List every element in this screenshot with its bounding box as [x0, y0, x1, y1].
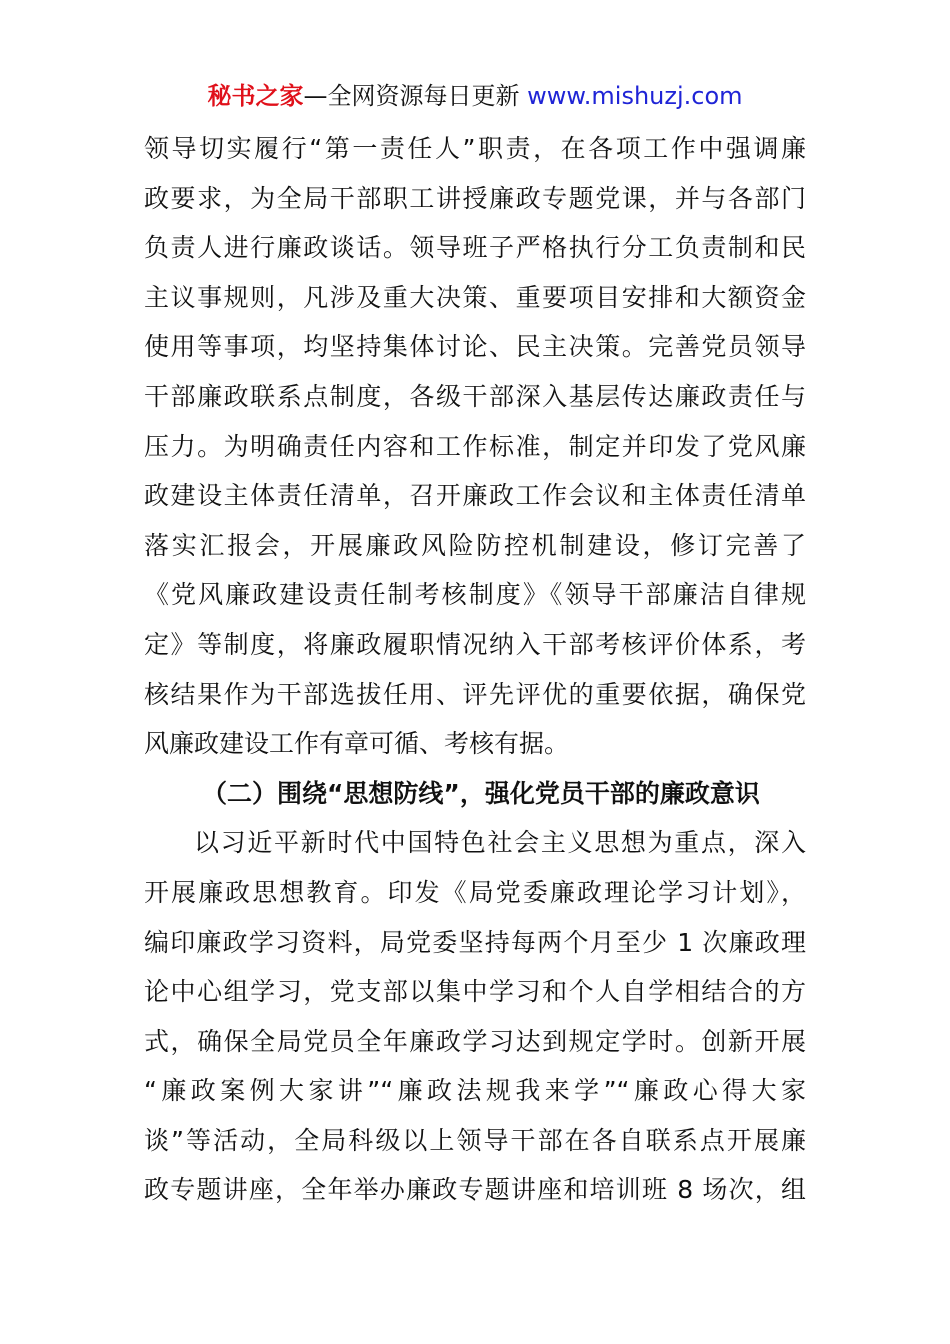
- header-tagline: —全网资源每日更新: [303, 82, 528, 110]
- paragraph-line: 政专题讲座，全年举办廉政专题讲座和培训班 8 场次，组: [144, 1175, 806, 1205]
- paragraph-line: 谈”等活动，全局科级以上领导干部在各自联系点开展廉: [144, 1125, 806, 1155]
- paragraph-line: 以习近平新时代中国特色社会主义思想为重点，深入: [194, 828, 806, 858]
- paragraph-line: 负责人进行廉政谈话。领导班子严格执行分工负责制和民: [144, 233, 806, 263]
- paragraph-line: 落实汇报会，开展廉政风险防控机制建设，修订完善了: [144, 530, 806, 560]
- site-url-link[interactable]: www.mishuzj.com: [527, 82, 743, 110]
- paragraph-line: 使用等事项，均坚持集体讨论、民主决策。完善党员领导: [144, 332, 806, 362]
- paragraph-line: 政要求，为全局干部职工讲授廉政专题党课，并与各部门: [144, 183, 806, 213]
- brand-name: 秘书之家: [207, 82, 304, 110]
- paragraph-line: 式，确保全局党员全年廉政学习达到规定学时。创新开展: [144, 1026, 806, 1056]
- paragraph-line: 压力。为明确责任内容和工作标准，制定并印发了党风廉: [144, 431, 806, 461]
- paragraph-line: 干部廉政联系点制度，各级干部深入基层传达廉政责任与: [144, 381, 806, 411]
- paragraph-line: 编印廉政学习资料，局党委坚持每两个月至少 1 次廉政理: [144, 927, 806, 957]
- paragraph-line: 开展廉政思想教育。印发《局党委廉政理论学习计划》，: [144, 877, 806, 907]
- paragraph-line: 政建设主体责任清单，召开廉政工作会议和主体责任清单: [144, 481, 806, 511]
- paragraph-line: 核结果作为干部选拔任用、评先评优的重要依据，确保党: [144, 679, 806, 709]
- paragraph-line: 论中心组学习，党支部以集中学习和个人自学相结合的方: [144, 977, 806, 1007]
- section-heading: （二）围绕“思想防线”，强化党员干部的廉政意识: [202, 778, 760, 808]
- document-body: [144, 124, 806, 1215]
- paragraph-line: 主议事规则，凡涉及重大决策、重要项目安排和大额资金: [144, 282, 806, 312]
- paragraph-line: 领导切实履行“第一责任人”职责，在各项工作中强调廉: [144, 134, 806, 163]
- paragraph-line: 《党风廉政建设责任制考核制度》《领导干部廉洁自律规: [144, 580, 806, 610]
- page-header: [0, 78, 950, 114]
- paragraph-line: 定》等制度，将廉政履职情况纳入干部考核评价体系，考: [144, 629, 806, 659]
- paragraph-line: “廉政案例大家讲”“廉政法规我来学”“廉政心得大家: [144, 1076, 806, 1106]
- paragraph-line: 风廉政建设工作有章可循、考核有据。: [144, 729, 570, 759]
